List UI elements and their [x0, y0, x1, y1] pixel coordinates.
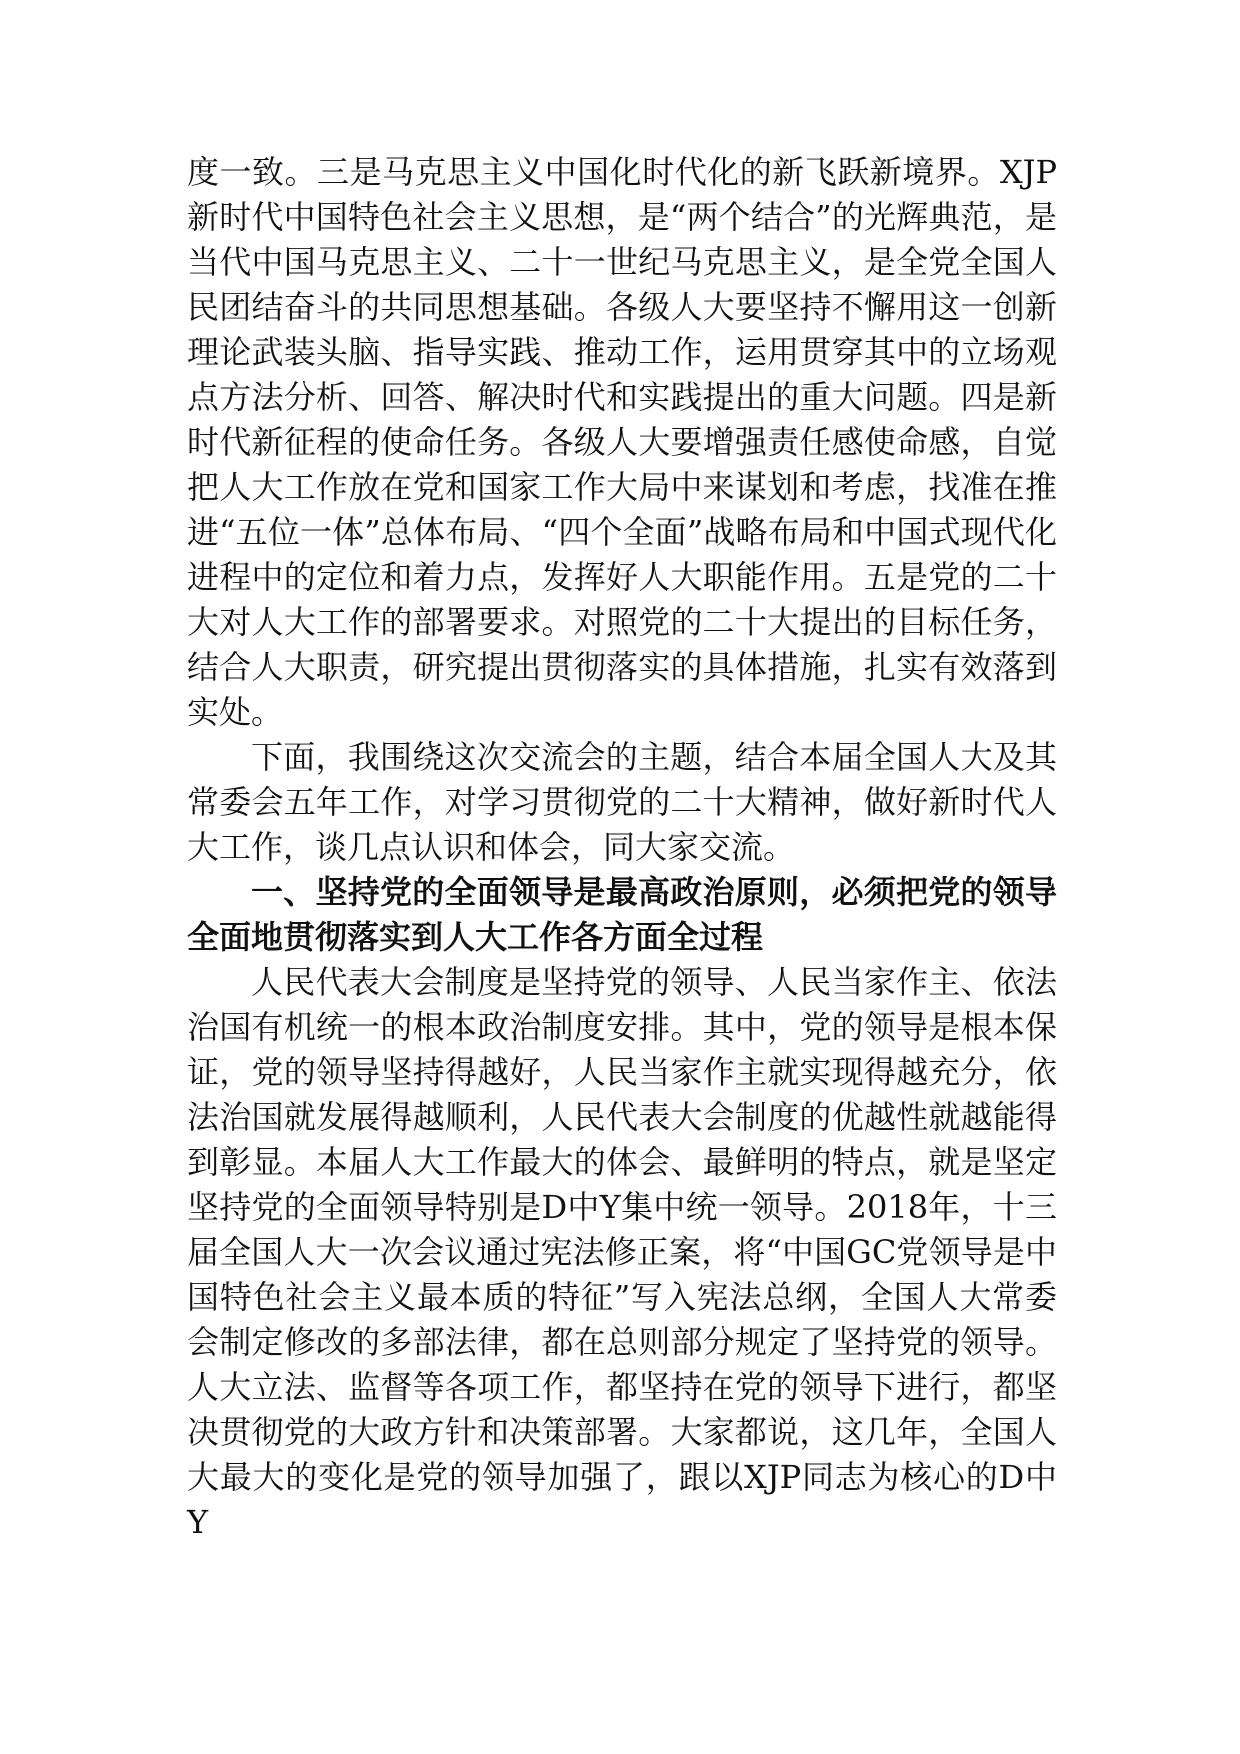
paragraph-continuation: 度一致。三是马克思主义中国化时代化的新飞跃新境界。XJP新时代中国特色社会主义思想，是“两个结合”的光辉典范，是当代中国马克思主义、二十一世纪马克思主义，是全党全国人民团结奋斗的共同思想基础。各级人大要坚持不懈用这一创新理论武装头脑、指导实践、推动工作，运用贯穿其中的立场观点方法分析、回答、解决时代和实践提出的重大问题。四是新时代新征程的使命任务。各级人大要增强责任感使命感，自觉把人大工作放在党和国家工作大局中来谋划和考虑，找准在推进“五位一体”总体布局、“四个全面”战略布局和中国式现代化进程中的定位和着力点，发挥好人大职能作用。五是党的二十大对人大工作的部署要求。对照党的二十大提出的目标任务，结合人大职责，研究提出贯彻落实的具体措施，扎实有效落到实处。: [187, 153, 1057, 731]
section-heading: 一、坚持党的全面领导是最高政治原则，必须把党的领导全面地贯彻落实到人大工作各方面全过程: [187, 873, 1057, 956]
paragraph-intro: 下面，我围绕这次交流会的主题，结合本届全国人大及其常委会五年工作，对学习贯彻党的二十大精神，做好新时代人大工作，谈几点认识和体会，同大家交流。: [187, 738, 1057, 866]
paragraph-body: 人民代表大会制度是坚持党的领导、人民当家作主、依法治国有机统一的根本政治制度安排。其中，党的领导是根本保证，党的领导坚持得越好，人民当家作主就实现得越充分，依法治国就发展得越顺利，人民代表大会制度的优越性就越能得到彰显。本届人大工作最大的体会、最鲜明的特点，就是坚定坚持党的全面领导特别是D中Y集中统一领导。2018年，十三届全国人大一次会议通过宪法修正案，将“中国GC党领导是中国特色社会主义最本质的特征”写入宪法总纲，全国人大常委会制定修改的多部法律，都在总则部分规定了坚持党的领导。人大立法、监督等各项工作，都坚持在党的领导下进行，都坚决贯彻党的大政方针和决策部署。大家都说，这几年，全国人大最大的变化是党的领导加强了，跟以XJP同志为核心的D中Y: [187, 963, 1057, 1541]
document-body: [187, 150, 1057, 1545]
